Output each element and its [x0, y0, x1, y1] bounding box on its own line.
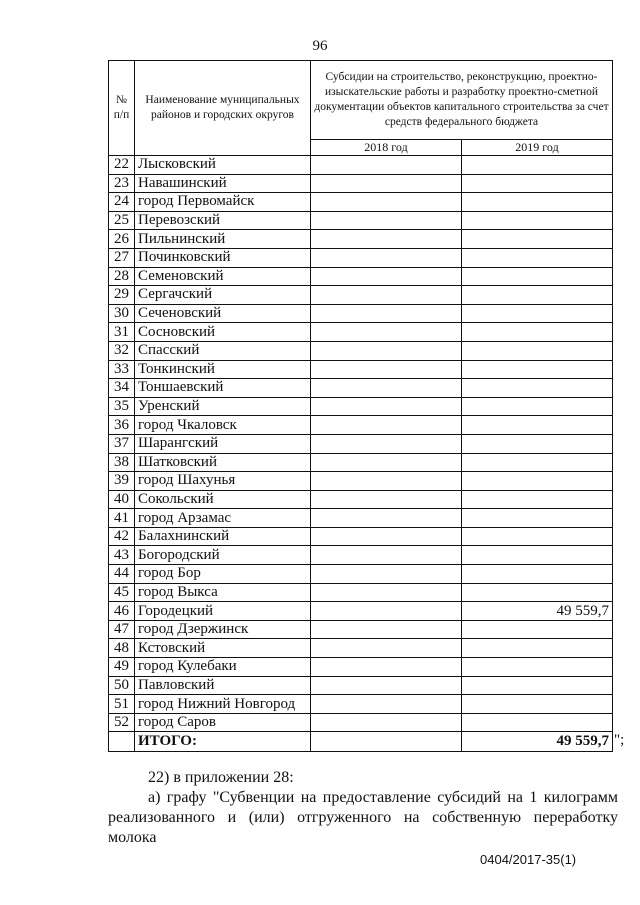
- row-value-2018: [311, 639, 462, 658]
- header-num: № п/п: [109, 61, 135, 156]
- row-name: город Выкса: [135, 583, 311, 602]
- table-row: [109, 286, 613, 305]
- row-num: 22: [109, 156, 135, 175]
- row-value-2018: [311, 546, 462, 565]
- row-value-2018: [311, 602, 462, 621]
- row-value-2018: [311, 267, 462, 286]
- table-row: [109, 490, 613, 509]
- row-value-2019: [462, 434, 613, 453]
- row-value-2018: [311, 527, 462, 546]
- row-value-2018: [311, 341, 462, 360]
- row-num: 52: [109, 713, 135, 732]
- row-name: Починковский: [135, 248, 311, 267]
- table-row: [109, 267, 613, 286]
- row-value-2018: [311, 658, 462, 677]
- row-value-2019: 49 559,7: [462, 602, 613, 621]
- row-value-2019: [462, 230, 613, 249]
- total-num-cell: [109, 732, 135, 752]
- row-name: Пильнинский: [135, 230, 311, 249]
- table-row: [109, 156, 613, 175]
- row-num: 50: [109, 676, 135, 695]
- table-row: [109, 211, 613, 230]
- row-value-2018: [311, 193, 462, 212]
- row-num: 29: [109, 286, 135, 305]
- table-row: [109, 230, 613, 249]
- row-name: Сокольский: [135, 490, 311, 509]
- row-name: Семеновский: [135, 267, 311, 286]
- row-name: Тоншаевский: [135, 379, 311, 398]
- table-row: [109, 676, 613, 695]
- row-value-2018: [311, 453, 462, 472]
- row-num: 45: [109, 583, 135, 602]
- total-row: [109, 732, 613, 752]
- table-row: [109, 658, 613, 677]
- row-name: город Бор: [135, 565, 311, 584]
- row-value-2019: [462, 156, 613, 175]
- row-num: 24: [109, 193, 135, 212]
- row-name: Кстовский: [135, 639, 311, 658]
- row-name: Перевозский: [135, 211, 311, 230]
- subsidy-table: [108, 60, 613, 752]
- row-value-2019: [462, 304, 613, 323]
- table-row: [109, 397, 613, 416]
- row-num: 46: [109, 602, 135, 621]
- row-value-2019: [462, 379, 613, 398]
- row-value-2019: [462, 323, 613, 342]
- row-value-2019: [462, 565, 613, 584]
- row-value-2019: [462, 193, 613, 212]
- row-name: город Нижний Новгород: [135, 695, 311, 714]
- table-row: [109, 248, 613, 267]
- row-value-2018: [311, 416, 462, 435]
- table-row: [109, 583, 613, 602]
- row-name: город Дзержинск: [135, 620, 311, 639]
- header-subsidy: Субсидии на строительство, реконструкцию, проектно-изыскательские работы и разработку проектно-сметной документации объектов капитального строительства за счет средств федерального бюджета: [311, 61, 613, 140]
- row-name: Павловский: [135, 676, 311, 695]
- row-name: город Шахунья: [135, 472, 311, 491]
- row-name: Городецкий: [135, 602, 311, 621]
- table-row: [109, 472, 613, 491]
- table-row: [109, 323, 613, 342]
- row-value-2018: [311, 211, 462, 230]
- row-num: 23: [109, 174, 135, 193]
- table-row: [109, 565, 613, 584]
- row-name: Шарангский: [135, 434, 311, 453]
- row-name: Шатковский: [135, 453, 311, 472]
- table-row: [109, 509, 613, 528]
- row-value-2019: [462, 248, 613, 267]
- row-value-2018: [311, 472, 462, 491]
- table-row: [109, 639, 613, 658]
- table-row: [109, 341, 613, 360]
- row-num: 25: [109, 211, 135, 230]
- row-value-2018: [311, 379, 462, 398]
- row-value-2018: [311, 509, 462, 528]
- row-value-2018: [311, 695, 462, 714]
- total-label: ИТОГО:: [135, 732, 311, 752]
- header-name: Наименование муниципальных районов и городских округов: [135, 61, 311, 156]
- row-num: 27: [109, 248, 135, 267]
- table-body: [109, 156, 613, 732]
- row-name: город Саров: [135, 713, 311, 732]
- row-value-2019: [462, 546, 613, 565]
- row-num: 38: [109, 453, 135, 472]
- row-value-2018: [311, 304, 462, 323]
- row-value-2019: [462, 472, 613, 491]
- page-number: 96: [312, 38, 328, 54]
- row-value-2018: [311, 156, 462, 175]
- table-row: [109, 379, 613, 398]
- item-heading: 22) в приложении 28:: [148, 769, 294, 786]
- row-value-2018: [311, 434, 462, 453]
- row-num: 39: [109, 472, 135, 491]
- table-row: [109, 602, 613, 621]
- table-row: [109, 416, 613, 435]
- row-name: Навашинский: [135, 174, 311, 193]
- table-row: [109, 546, 613, 565]
- row-num: 44: [109, 565, 135, 584]
- row-name: Уренский: [135, 397, 311, 416]
- row-name: город Чкаловск: [135, 416, 311, 435]
- body-line-2: реализованного и (или) отгруженного на собственную переработку молока: [108, 809, 618, 846]
- row-value-2018: [311, 323, 462, 342]
- row-name: Балахнинский: [135, 527, 311, 546]
- row-num: 28: [109, 267, 135, 286]
- row-value-2018: [311, 565, 462, 584]
- row-num: 31: [109, 323, 135, 342]
- table-row: [109, 304, 613, 323]
- total-2018: [311, 732, 462, 752]
- row-num: 47: [109, 620, 135, 639]
- row-num: 37: [109, 434, 135, 453]
- row-num: 41: [109, 509, 135, 528]
- row-name: Тонкинский: [135, 360, 311, 379]
- row-value-2019: [462, 267, 613, 286]
- row-num: 43: [109, 546, 135, 565]
- table-row: [109, 174, 613, 193]
- row-value-2018: [311, 583, 462, 602]
- row-value-2019: [462, 174, 613, 193]
- table-row: [109, 360, 613, 379]
- row-value-2018: [311, 230, 462, 249]
- row-value-2018: [311, 397, 462, 416]
- row-num: 33: [109, 360, 135, 379]
- row-value-2019: [462, 341, 613, 360]
- table-row: [109, 620, 613, 639]
- row-value-2019: [462, 639, 613, 658]
- row-value-2018: [311, 713, 462, 732]
- row-num: 30: [109, 304, 135, 323]
- row-value-2019: [462, 676, 613, 695]
- row-value-2019: [462, 286, 613, 305]
- row-value-2019: [462, 453, 613, 472]
- row-num: 34: [109, 379, 135, 398]
- row-value-2019: [462, 490, 613, 509]
- row-value-2018: [311, 286, 462, 305]
- document-code: 0404/2017-35(1): [480, 852, 577, 867]
- row-name: Сосновский: [135, 323, 311, 342]
- row-value-2018: [311, 620, 462, 639]
- table-row: [109, 453, 613, 472]
- total-2019: 49 559,7: [462, 732, 613, 752]
- row-value-2019: [462, 583, 613, 602]
- table-row: [109, 713, 613, 732]
- row-num: 32: [109, 341, 135, 360]
- header-year-2019: 2019 год: [462, 140, 613, 156]
- row-name: Сергачский: [135, 286, 311, 305]
- row-value-2019: [462, 620, 613, 639]
- row-value-2019: [462, 360, 613, 379]
- row-value-2019: [462, 695, 613, 714]
- row-num: 26: [109, 230, 135, 249]
- row-num: 36: [109, 416, 135, 435]
- table-row: [109, 527, 613, 546]
- row-value-2018: [311, 174, 462, 193]
- row-value-2019: [462, 416, 613, 435]
- row-name: город Арзамас: [135, 509, 311, 528]
- body-line-1: а) графу "Субвенции на предоставление субсидий на 1 килограмм: [148, 789, 618, 806]
- header-year-2018: 2018 год: [311, 140, 462, 156]
- row-value-2019: [462, 527, 613, 546]
- row-num: 42: [109, 527, 135, 546]
- row-value-2019: [462, 211, 613, 230]
- row-num: 51: [109, 695, 135, 714]
- row-value-2018: [311, 360, 462, 379]
- row-num: 48: [109, 639, 135, 658]
- row-num: 35: [109, 397, 135, 416]
- row-value-2019: [462, 509, 613, 528]
- row-value-2018: [311, 490, 462, 509]
- row-name: Сеченовский: [135, 304, 311, 323]
- table-row: [109, 193, 613, 212]
- row-value-2018: [311, 248, 462, 267]
- row-num: 40: [109, 490, 135, 509]
- row-name: Спасский: [135, 341, 311, 360]
- row-value-2019: [462, 397, 613, 416]
- row-name: Богородский: [135, 546, 311, 565]
- row-value-2019: [462, 658, 613, 677]
- row-name: Лысковский: [135, 156, 311, 175]
- row-value-2018: [311, 676, 462, 695]
- closing-mark: ";: [614, 732, 625, 748]
- table-row: [109, 434, 613, 453]
- row-name: город Кулебаки: [135, 658, 311, 677]
- row-name: город Первомайск: [135, 193, 311, 212]
- table-row: [109, 695, 613, 714]
- row-value-2019: [462, 713, 613, 732]
- row-num: 49: [109, 658, 135, 677]
